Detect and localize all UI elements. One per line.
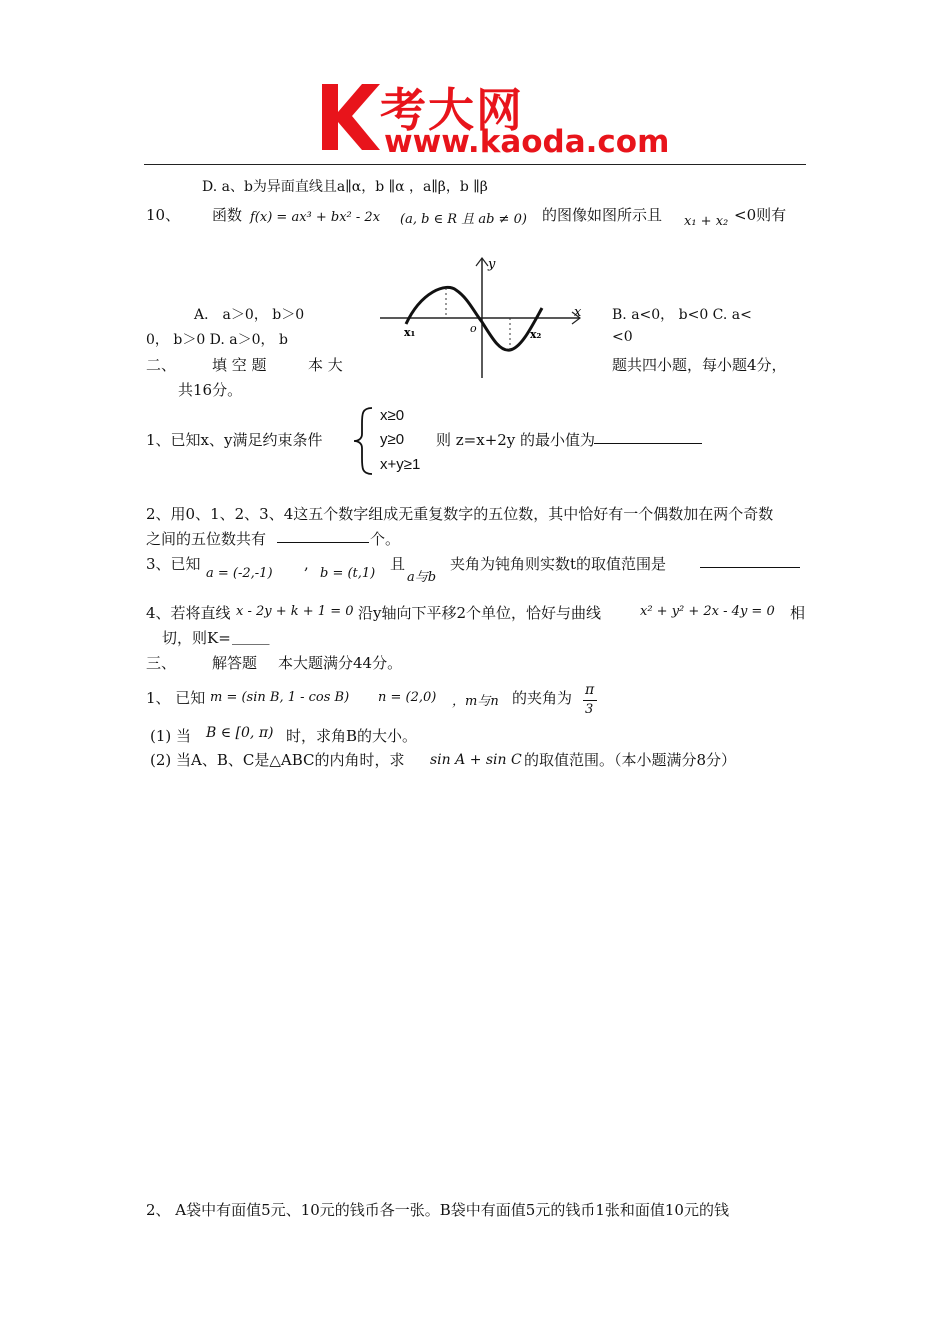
- header-divider: [144, 164, 806, 165]
- logo-chinese-name: 考大网: [380, 83, 524, 137]
- fill4-line-equation: x - 2y + k + 1 = 0: [236, 604, 354, 619]
- q10-option-a: A． a＞0， b＞0: [194, 307, 305, 323]
- section2-right-text: 题共四小题，每小题4分，: [612, 356, 787, 374]
- graph-x-label: x: [574, 305, 582, 320]
- solve1-vector-m: m = (sin B, 1 - cos B): [210, 690, 350, 705]
- fill4-line2: 切，则K=: [162, 629, 231, 647]
- fill4-curve-equation: x² + y² + 2x - 4y = 0: [640, 604, 775, 619]
- q10-number: 10、: [146, 206, 181, 224]
- solve1-angle-denominator: 3: [585, 702, 594, 717]
- fill1-constraint2: y≥0: [380, 431, 405, 448]
- fill3-a-with-b: a与b: [407, 570, 437, 585]
- solve1-tail: 的夹角为: [512, 689, 573, 707]
- section3-number: 三、: [146, 654, 177, 672]
- graph-origin-label: o: [470, 322, 477, 335]
- solve1-vector-n: n = (2,0): [378, 690, 437, 705]
- section3-desc: 本大题满分44分。: [278, 654, 403, 672]
- section3-title: 解答题: [212, 654, 258, 672]
- solve2-line1: 2、 A袋中有面值5元、10元的钱币各一张。B袋中有面值5元的钱币1张和面值10元的钱: [146, 1201, 729, 1219]
- fill4-answer-blank[interactable]: _____: [232, 627, 270, 645]
- solve1-part1-set: B ∈ [0, π): [206, 725, 274, 741]
- fill3-answer-blank[interactable]: [700, 553, 800, 568]
- q10-sum: x₁ + x₂: [684, 214, 729, 229]
- q10-prefix: 函数: [212, 206, 243, 224]
- fill3-tail: 夹角为钝角则实数t的取值范围是: [450, 555, 667, 573]
- q10-tail: <0则有: [734, 206, 787, 224]
- q10-mid-text: 的图像如图所示且: [542, 206, 663, 224]
- q10-function: f(x) = ax³ + bx² - 2x: [250, 210, 381, 225]
- q9-option-d: D. a、b为异面直线且a∥α，b ∥α ，a∥β，b ∥β: [202, 179, 488, 195]
- fill3-prefix: 3、已知: [146, 555, 201, 573]
- section2-gap-text: 本 大: [308, 356, 343, 374]
- graph-x1-label: x₁: [404, 326, 416, 339]
- q10-options-line2: 0， b＞0 D. a＞0， b: [146, 332, 288, 348]
- logo-k-icon: [318, 82, 384, 152]
- cubic-function-graph: [376, 252, 586, 382]
- section2-line2: 共16分。: [178, 381, 243, 399]
- solve1-m-with-n: ，m与n: [452, 694, 499, 709]
- solve1-part2-expression: sin A + sin C: [430, 752, 522, 768]
- solve1-part1-tail: 时，求角B的大小。: [286, 727, 418, 745]
- section2-title: 填 空 题: [212, 356, 267, 374]
- solve1-part2-prefix: (2) 当A、B、C是△ABC的内角时，求: [150, 751, 405, 769]
- fill2-line2-end: 个。: [370, 530, 401, 548]
- q10-options-line2-right: <0: [612, 329, 633, 345]
- q10-option-b: B. a<0， b<0 C. a<: [612, 307, 752, 323]
- brace-icon: [350, 406, 378, 476]
- fill4-prefix: 4、若将直线: [146, 604, 231, 622]
- fill1-answer-blank[interactable]: [594, 429, 702, 444]
- fill3-vector-b: b = (t,1): [320, 566, 376, 581]
- fill1-constraint3: x+y≥1: [380, 456, 421, 473]
- solve1-angle-numerator: π: [585, 682, 595, 698]
- solve1-fraction-bar: [583, 700, 597, 701]
- fill4-tail: 相: [790, 604, 806, 622]
- fill4-mid: 沿y轴向下平移2个单位，恰好与曲线: [358, 604, 602, 622]
- fill2-answer-blank[interactable]: [277, 528, 369, 543]
- fill3-comma: ,: [304, 555, 309, 573]
- fill2-line1: 2、用0、1、2、3、4这五个数字组成无重复数字的五位数，其中恰好有一个偶数加在两个奇数: [146, 505, 774, 523]
- fill3-and: 且: [390, 555, 406, 573]
- fill3-vector-a: a = (-2,-1): [206, 566, 273, 581]
- graph-x2-label: x₂: [530, 328, 542, 341]
- solve1-part1-prefix: (1) 当: [150, 727, 192, 745]
- solve1-part2-tail: 的取值范围。（本小题满分8分）: [524, 751, 737, 769]
- graph-y-label: y: [488, 257, 496, 272]
- fill2-line2: 之间的五位数共有: [146, 530, 267, 548]
- q10-condition: (a, b ∈ R 且 ab ≠ 0): [400, 212, 527, 227]
- fill1-constraint1: x≥0: [380, 407, 405, 424]
- logo-url: www.kaoda.com: [384, 124, 670, 160]
- section2-number: 二、: [146, 356, 177, 374]
- graph-curve: [406, 287, 542, 350]
- fill1-after: 则 z=x+2y 的最小值为: [436, 431, 596, 449]
- fill1-text: 1、已知x、y满足约束条件: [146, 431, 323, 449]
- solve1-prefix: 1、 已知: [146, 689, 206, 707]
